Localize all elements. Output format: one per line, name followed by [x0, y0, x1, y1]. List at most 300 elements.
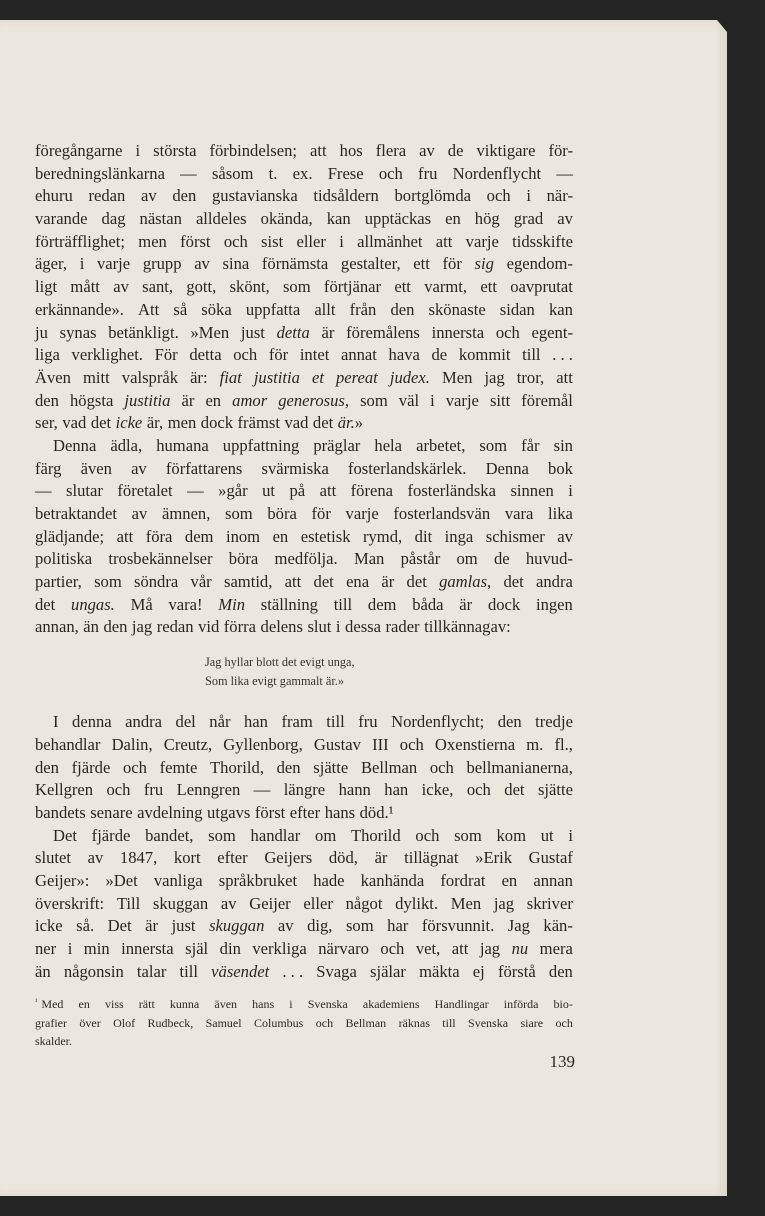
- text-line: [35, 961, 573, 984]
- word: Thorild,: [210, 757, 264, 777]
- word: över: [79, 1015, 101, 1030]
- word: sig: [474, 254, 494, 274]
- word: den: [390, 299, 415, 319]
- word: död,: [328, 848, 358, 868]
- word: han: [244, 712, 268, 732]
- word: förtjänar: [323, 277, 382, 297]
- word: I: [53, 712, 59, 732]
- word: $^{^1}$ Med: [35, 997, 64, 1012]
- word: svärmiska: [261, 458, 329, 478]
- word: »går: [218, 481, 248, 501]
- word: en: [78, 997, 90, 1012]
- word: han: [384, 780, 409, 800]
- word: påstår: [400, 549, 441, 569]
- word: annat: [340, 345, 377, 365]
- word: bortglömda: [394, 186, 471, 206]
- word: sjätte: [313, 757, 349, 777]
- word: föregångarne: [35, 141, 123, 160]
- word: jag: [479, 939, 501, 958]
- word: efter: [217, 848, 248, 868]
- word: betänkligt.: [108, 322, 179, 342]
- text-line: [35, 616, 573, 639]
- word: och: [415, 825, 440, 845]
- word: hava: [388, 345, 420, 365]
- word: själar: [370, 961, 406, 981]
- word: är: [374, 848, 388, 868]
- word: icke,: [421, 780, 454, 800]
- word: glädjande;: [35, 526, 105, 546]
- text-line: [35, 802, 573, 825]
- word: grad: [513, 209, 544, 229]
- word: din: [219, 939, 241, 958]
- word: dem: [184, 526, 214, 546]
- word: m.: [526, 734, 544, 754]
- word: det: [312, 413, 334, 433]
- word: valspråk: [121, 367, 179, 387]
- word: fiat: [219, 367, 242, 387]
- text-line: [35, 1014, 573, 1033]
- word: det: [504, 780, 525, 800]
- word: Creutz,: [163, 734, 213, 754]
- word: beredningslänkarna: [35, 163, 165, 183]
- word: kan: [326, 209, 351, 229]
- word: den: [35, 757, 59, 777]
- word: denna: [72, 712, 112, 732]
- word: av: [557, 526, 573, 546]
- word: nästan: [139, 209, 182, 229]
- word: fordrat: [440, 870, 486, 890]
- word: Dalin,: [111, 734, 153, 754]
- text-line: [35, 458, 573, 481]
- word: att: [556, 367, 573, 387]
- text-line: [35, 344, 573, 367]
- word: dock: [487, 594, 521, 614]
- word: att: [319, 481, 337, 501]
- text-line: [35, 711, 573, 734]
- word: vad: [62, 413, 87, 433]
- word: detta: [276, 322, 310, 342]
- word: liga: [35, 345, 60, 365]
- word: i: [289, 997, 293, 1012]
- word: av: [557, 209, 573, 229]
- word: —: [187, 481, 204, 501]
- word: tredje: [535, 712, 573, 732]
- word: än: [83, 617, 99, 637]
- text-line: [35, 480, 573, 503]
- text-line: [35, 231, 573, 254]
- word: någonsin: [63, 961, 124, 981]
- text-line: [35, 847, 573, 870]
- word: ett: [480, 277, 497, 297]
- word: den: [497, 712, 522, 732]
- word: dem: [367, 594, 397, 614]
- word: från: [349, 299, 377, 319]
- word: ämnen,: [162, 504, 211, 523]
- word: tror,: [516, 367, 545, 387]
- word: icke: [35, 916, 63, 936]
- word: utgavs: [207, 802, 251, 822]
- word: jag: [131, 617, 153, 637]
- word: förbindelsen;: [209, 141, 298, 160]
- word: i: [568, 825, 573, 845]
- word: eller: [303, 893, 333, 913]
- word: slutet: [35, 848, 71, 868]
- word: gestalter,: [340, 254, 401, 274]
- word: För: [154, 345, 178, 365]
- word: et: [311, 367, 324, 387]
- word: just: [240, 322, 265, 342]
- word: förena: [350, 481, 394, 501]
- word: efter: [289, 802, 321, 822]
- word: icke: [115, 413, 143, 433]
- word: ingen: [535, 594, 573, 614]
- word: gott,: [186, 277, 217, 297]
- text-line: [35, 915, 573, 938]
- word: båda: [412, 594, 444, 614]
- word: mått: [70, 277, 100, 297]
- word: och: [315, 1015, 334, 1030]
- word: Må: [130, 594, 153, 614]
- word: av: [113, 277, 129, 297]
- word: i: [67, 939, 73, 958]
- word: är: [381, 572, 395, 592]
- word: dag: [101, 209, 126, 229]
- word: söndra: [134, 572, 179, 592]
- word: fl.,: [554, 734, 573, 754]
- word: präglar: [313, 435, 361, 455]
- word: men: [167, 413, 197, 433]
- word: för: [311, 504, 331, 523]
- word: Svenska: [307, 997, 348, 1012]
- word: försvunnit.: [421, 916, 495, 936]
- word: vet,: [415, 939, 441, 958]
- word: och: [466, 780, 491, 800]
- word: fjärde: [71, 757, 111, 777]
- word: rader: [385, 617, 420, 637]
- word: varmt,: [424, 277, 468, 297]
- word: bellmanianerna,: [466, 757, 573, 777]
- word: och: [223, 231, 248, 251]
- word: grafier: [35, 1015, 67, 1030]
- word: än: [35, 961, 51, 981]
- word: sin: [553, 435, 573, 455]
- word: till: [522, 345, 541, 365]
- word: tidsåldern: [313, 186, 379, 206]
- word: andra: [125, 712, 163, 732]
- word: böra: [228, 549, 259, 569]
- word: som: [345, 916, 374, 936]
- word: gustavianska: [211, 186, 298, 206]
- word: jag: [484, 367, 505, 387]
- word: dit: [414, 526, 433, 546]
- word: är: [459, 594, 473, 614]
- word: femte: [159, 757, 198, 777]
- word: i: [135, 141, 141, 160]
- word: siare: [520, 1015, 544, 1030]
- word: fru: [358, 712, 378, 732]
- word: synas: [59, 322, 97, 342]
- word: som: [454, 825, 482, 845]
- word: Men: [450, 893, 482, 913]
- word: största: [153, 141, 197, 160]
- word: sist: [261, 231, 284, 251]
- word: arbetet,: [416, 435, 466, 455]
- word: det: [503, 572, 524, 592]
- word: Oxenstierna: [434, 734, 516, 754]
- word: annan,: [35, 617, 79, 637]
- word: fosterlandskärlek.: [347, 458, 467, 478]
- book-page: [0, 20, 727, 1196]
- word: rätt: [138, 997, 155, 1012]
- word: fjärde: [91, 825, 131, 845]
- word: Gustaf: [528, 848, 573, 868]
- word: —: [556, 163, 573, 183]
- word: Denna: [485, 458, 529, 478]
- word: mäkta: [419, 961, 460, 981]
- word: tidsskifte: [512, 231, 573, 251]
- word: varande: [35, 209, 88, 229]
- word: —: [180, 163, 197, 183]
- word: Olof: [113, 1015, 136, 1030]
- word: hade: [313, 870, 345, 890]
- word: att: [451, 939, 469, 958]
- word: uppfattning: [222, 435, 300, 455]
- word: justitia: [253, 367, 300, 387]
- word: betraktandet: [35, 504, 118, 523]
- word: Thorild: [350, 825, 401, 845]
- text-line: [35, 995, 573, 1014]
- word: pereat: [336, 367, 378, 387]
- word: räknas: [398, 1015, 430, 1030]
- word: och: [106, 780, 131, 800]
- word: tillägnat: [404, 848, 459, 868]
- word: den: [35, 390, 59, 410]
- page-body: [35, 140, 573, 1051]
- text-line: [35, 757, 573, 780]
- word: färg: [35, 458, 62, 478]
- word: allt: [314, 299, 336, 319]
- word: tillkännagav:: [424, 617, 511, 637]
- word: vara!: [168, 594, 203, 614]
- word: en: [205, 390, 222, 410]
- word: de: [493, 549, 510, 569]
- word: och: [378, 163, 403, 183]
- word: »Det: [105, 870, 138, 890]
- word: vara: [504, 504, 534, 523]
- word: verklighet.: [71, 345, 143, 365]
- word: t.: [268, 163, 278, 183]
- word: det: [35, 594, 56, 614]
- word: död.¹: [359, 802, 394, 822]
- word: förstå: [497, 961, 536, 981]
- word: vid: [198, 617, 220, 637]
- word: rymd,: [362, 526, 403, 546]
- word: mitt: [83, 367, 110, 387]
- word: uppfatta: [245, 299, 301, 319]
- word: mera: [539, 939, 573, 958]
- word: »Erik: [475, 848, 513, 868]
- word: och: [555, 1015, 573, 1030]
- word: i: [568, 481, 573, 501]
- word: införda: [503, 997, 539, 1012]
- word: böra: [267, 504, 297, 523]
- word: främst: [237, 413, 280, 433]
- word: författarens: [165, 458, 243, 478]
- text-line: [35, 140, 573, 163]
- word: . . .: [282, 961, 304, 981]
- word: detta: [189, 345, 222, 365]
- word: att: [310, 141, 327, 160]
- word: Samuel: [205, 1015, 242, 1030]
- word: och: [399, 734, 424, 754]
- word: av: [87, 848, 104, 868]
- word: i: [339, 231, 344, 251]
- word: Nordenflycht: [452, 163, 542, 183]
- word: när-: [546, 186, 573, 206]
- word: huvud-: [525, 549, 573, 569]
- word: även: [214, 997, 238, 1012]
- word: föra: [145, 526, 173, 546]
- text-line: [35, 938, 573, 961]
- word: i: [335, 617, 341, 637]
- word: om: [315, 825, 337, 845]
- word: inga: [444, 526, 474, 546]
- word: Svaga: [316, 961, 357, 981]
- word: det: [90, 413, 112, 433]
- word: Frese: [327, 163, 364, 183]
- word: de: [447, 141, 464, 160]
- word: estetisk: [300, 526, 351, 546]
- word: varje: [445, 390, 479, 410]
- word: intet: [299, 345, 330, 365]
- word: kan: [548, 299, 573, 319]
- paragraph-2: [35, 435, 573, 639]
- word: flera: [375, 141, 407, 160]
- text-line: [35, 253, 573, 276]
- word: av: [277, 916, 294, 936]
- text-line: [35, 367, 573, 390]
- word: trosbekännelser: [108, 549, 213, 569]
- word: i: [79, 254, 85, 274]
- word: har: [387, 916, 409, 936]
- word: dig,: [307, 916, 333, 936]
- word: av: [131, 504, 148, 523]
- word: av: [220, 893, 237, 913]
- word: akademiens: [362, 997, 420, 1012]
- word: nu: [511, 939, 529, 958]
- word: —: [253, 780, 271, 800]
- word: ett: [413, 254, 430, 274]
- word: som: [282, 277, 311, 297]
- word: kort: [173, 848, 201, 868]
- word: Även: [35, 367, 71, 387]
- word: ej: [472, 961, 485, 981]
- word: bok: [548, 458, 573, 478]
- word: vår: [190, 572, 212, 592]
- text-line: [35, 412, 573, 435]
- text-line: [35, 503, 573, 526]
- word: förra: [223, 617, 257, 637]
- word: är: [321, 322, 335, 342]
- word: den: [276, 757, 301, 777]
- word: Bellman: [345, 1015, 387, 1030]
- word: fosterländska: [407, 481, 496, 501]
- word: min: [83, 939, 110, 958]
- word: en: [445, 209, 461, 229]
- word: att: [284, 572, 302, 592]
- word: inom: [225, 526, 261, 546]
- text-line: [35, 779, 573, 802]
- text-line: [35, 163, 573, 186]
- word: söka: [201, 299, 232, 319]
- word: den: [172, 186, 197, 206]
- word: eller: [296, 231, 326, 251]
- word: längre: [283, 780, 326, 800]
- word: Att: [138, 299, 160, 319]
- word: Denna: [53, 435, 97, 455]
- text-line: [35, 185, 573, 208]
- word: är,: [146, 413, 164, 433]
- word: avdelning: [137, 802, 203, 822]
- text-line: [35, 734, 573, 757]
- word: Man: [353, 549, 385, 569]
- word: Svenska: [468, 1015, 509, 1030]
- word: fram: [281, 712, 313, 732]
- word: dock: [200, 413, 234, 433]
- word: föremålens: [346, 322, 420, 342]
- word: Jag: [507, 916, 530, 936]
- word: egendom-: [506, 254, 573, 274]
- word: är:: [190, 367, 208, 387]
- word: allmänhet: [357, 231, 423, 251]
- word: Columbus: [254, 1015, 304, 1030]
- word: III: [372, 734, 389, 754]
- word: justitia: [124, 390, 171, 410]
- word: först: [254, 802, 286, 822]
- word: det: [313, 572, 334, 592]
- word: kän-: [543, 916, 573, 936]
- word: som: [94, 572, 122, 592]
- word: till: [179, 961, 198, 981]
- word: hans: [324, 802, 356, 822]
- word: ut: [262, 481, 276, 501]
- word: judex.: [389, 367, 430, 387]
- word: skalder.: [35, 1034, 72, 1049]
- word: ex.: [292, 163, 313, 183]
- word: och: [122, 757, 147, 777]
- word: erkännande».: [35, 299, 124, 319]
- word: alldeles: [195, 209, 247, 229]
- word: hela: [374, 435, 403, 455]
- word: högsta: [70, 390, 114, 410]
- word: dessa: [345, 617, 381, 637]
- word: för: [268, 345, 289, 365]
- word: så: [173, 299, 188, 319]
- word: Rudbeck,: [147, 1015, 194, 1030]
- text-line: [35, 1032, 573, 1051]
- word: språkbruket: [218, 870, 298, 890]
- word: . . .: [552, 345, 573, 365]
- word: äger,: [35, 254, 68, 274]
- poem-line: Som lika evigt gammalt är.»: [205, 674, 345, 689]
- word: 1847,: [119, 848, 158, 868]
- word: Bellman: [360, 757, 418, 777]
- word: fosterlandsvän: [393, 504, 491, 523]
- word: en: [272, 526, 289, 546]
- word: partier,: [35, 572, 82, 592]
- word: skuggan: [152, 893, 209, 913]
- word: som: [479, 435, 508, 455]
